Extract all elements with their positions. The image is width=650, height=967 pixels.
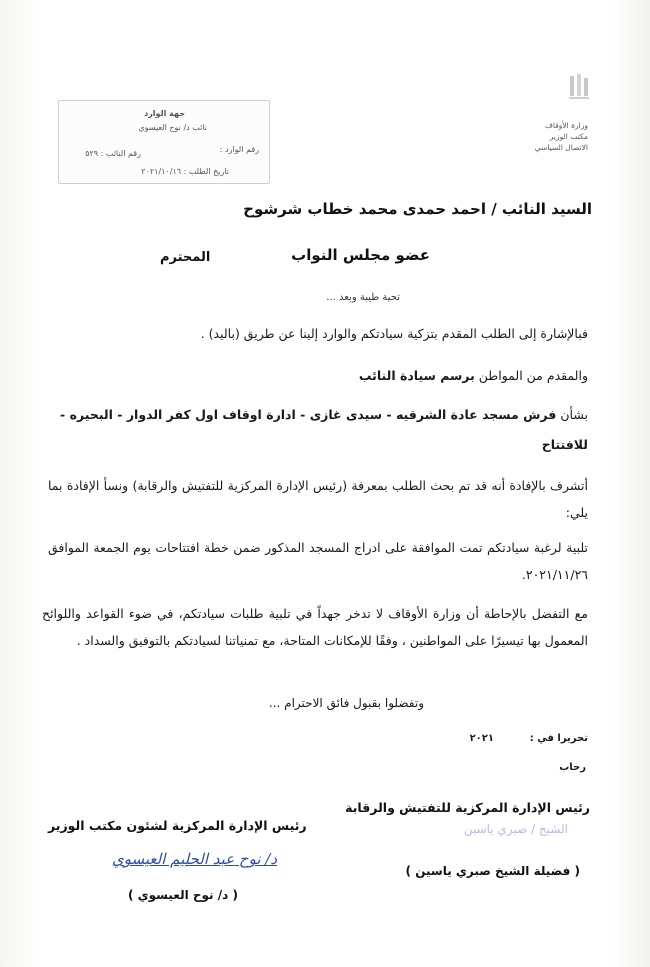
addressee-name: السيد النائب / احمد حمدى محمد خطاب شرشوح xyxy=(243,200,592,218)
stamp-sender: نائب د/ نوح العيسوي xyxy=(138,123,207,132)
paragraph-subject xyxy=(60,400,588,460)
left-signatory-title: رئيس الإدارة المركزية لشئون مكتب الوزير xyxy=(48,818,307,833)
closing-line: وتفضلوا بقبول فائق الاحترام ... xyxy=(268,696,424,710)
date-label: تحريرا في : xyxy=(529,733,588,744)
ministry-line-2: مكتب الوزير xyxy=(549,132,588,141)
subject-prefix: بشأن xyxy=(560,407,588,422)
stamp-branch-number: رقم النائب : ٥٢٩ xyxy=(85,149,141,158)
addressee-honorific: المحترم xyxy=(160,250,211,265)
paragraph-approval: تلبية لرغبة سيادتكم تمت الموافقة على ادراج المسجد المذكور ضمن خطة افتتاحات يوم الجمعة الموافق ٢٠٢١/١١/٢٦. xyxy=(48,540,588,582)
left-handwritten-signature: د/ نوح عبد الحليم العيسوي xyxy=(112,850,278,868)
right-signatory-name: ( فضيلة الشيخ صبري ياسين ) xyxy=(405,864,580,878)
right-signature-stamp: الشيخ / صبري ياسين xyxy=(463,822,568,836)
requester-prefix: والمقدم من المواطن xyxy=(478,368,588,383)
paragraph-reference: فبالإشارة إلى الطلب المقدم بتزكية سيادتكم والوارد إلينا عن طريق (باليد) . xyxy=(200,326,588,341)
right-signatory-title: رئيس الإدارة المركزية للتفتيش والرقابة xyxy=(345,800,590,815)
date-year: ٢٠٢١ xyxy=(469,733,494,744)
paragraph-requester xyxy=(200,362,588,389)
stamp-title: جهة الوارد xyxy=(144,109,185,118)
stamp-incoming-number: رقم الوارد : xyxy=(219,145,259,154)
sender-code: رحاب xyxy=(559,762,586,773)
subject-text: فرش مسجد عادة الشرقيه - سيدى غازى - ادارة اوقاف اول كفر الدوار - البحيره - للافتتاح xyxy=(60,407,588,452)
paragraph-investigation: أتشرف بالإفادة أنه قد تم بحث الطلب بمعرفة (رئيس الإدارة المركزية للتفتيش والرقابة) ونسأ الإفادة بما يلي: xyxy=(48,478,588,520)
ministry-line-1: وزارة الأوقاف xyxy=(545,121,588,130)
left-signatory-name: ( د/ نوح العيسوي ) xyxy=(128,888,238,902)
ministry-line-3: الاتصال السياسي xyxy=(534,143,588,152)
stamp-date: تاريخ الطلب : ٢٠٢١/١٠/١٦ xyxy=(141,167,229,176)
paragraph-note: مع التفضل بالإحاطة أن وزارة الأوقاف لا تدخر جهداً في تلبية طلبات سيادتكم، في ضوء القواعد واللوائح المعمول بها تيسيرًا على المواطنين ، وفقًا للإمكانات المتاحة، مع تمنياتنا لسيادتكم بالتوفيق والسداد . xyxy=(42,606,588,648)
addressee-title: عضو مجلس النواب xyxy=(291,246,430,264)
incoming-stamp xyxy=(58,100,270,184)
ministry-logo-icon xyxy=(568,72,590,102)
ministry-header xyxy=(535,120,588,153)
greeting: تحية طيبة وبعد ... xyxy=(326,292,400,303)
requester-name: برسم سيادة النائب xyxy=(358,368,475,383)
